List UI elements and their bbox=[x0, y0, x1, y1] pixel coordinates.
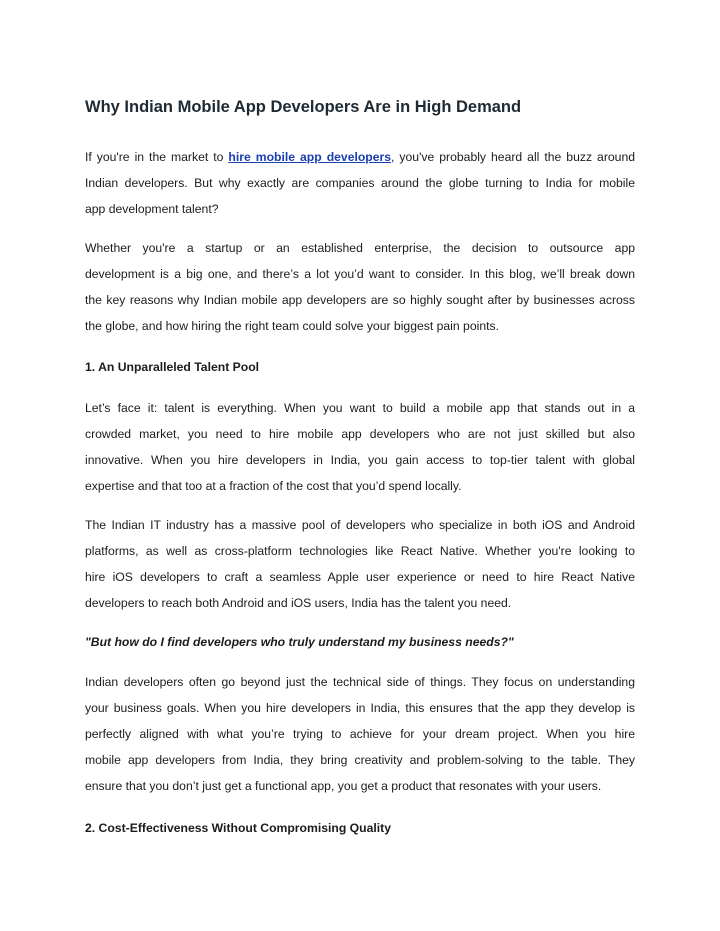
intro-line-2: Indian developers. But why exactly are companies around the globe turning to India for mobile bbox=[85, 176, 635, 190]
it-industry-paragraph bbox=[85, 512, 635, 616]
paragraph-line: hire iOS developers to craft a seamless Apple user experience or need to hire React Native bbox=[85, 570, 635, 584]
pull-quote: "But how do I find developers who truly understand my business needs?" bbox=[85, 635, 514, 649]
paragraph-line: expertise and that too at a fraction of the cost that you’d spend locally. bbox=[85, 479, 462, 493]
paragraph-line: the globe, and how hiring the right team could solve your biggest pain points. bbox=[85, 319, 499, 333]
section-heading-cost-effectiveness: 2. Cost-Effectiveness Without Compromising Quality bbox=[85, 821, 391, 835]
intro-line-3: app development talent? bbox=[85, 202, 219, 216]
paragraph-line: crowded market, you need to hire mobile app developers who are not just skilled but also bbox=[85, 427, 635, 441]
intro-line-1 bbox=[85, 144, 635, 170]
paragraph-line: innovative. When you hire developers in India, you gain access to top-tier talent with global bbox=[85, 453, 635, 467]
paragraph-line: The Indian IT industry has a massive pool of developers who specialize in both iOS and Android bbox=[85, 518, 635, 532]
intro-text-before-link: If you're in the market to bbox=[85, 150, 229, 164]
paragraph-line: platforms, as well as cross-platform technologies like React Native. Whether you're looking to bbox=[85, 544, 635, 558]
paragraph-line: developers to reach both Android and iOS users, India has the talent you need. bbox=[85, 596, 512, 610]
paragraph-line: Whether you're a startup or an established enterprise, the decision to outsource app bbox=[85, 241, 635, 255]
paragraph-line: mobile app developers from India, they bring creativity and problem-solving to the table. They bbox=[85, 753, 635, 767]
outsource-paragraph bbox=[85, 235, 635, 339]
paragraph-line: Indian developers often go beyond just the technical side of things. They focus on understanding bbox=[85, 675, 635, 689]
intro-text-after-link: , you've probably heard all the buzz around bbox=[391, 150, 635, 164]
business-goals-paragraph bbox=[85, 669, 635, 799]
paragraph-line: your business goals. When you hire developers in India, this ensures that the app they develop is bbox=[85, 701, 635, 715]
paragraph-line: Let’s face it: talent is everything. When you want to build a mobile app that stands out in a bbox=[85, 401, 635, 415]
hire-mobile-app-developers-link[interactable]: hire mobile app developers bbox=[228, 150, 392, 164]
paragraph-line: perfectly aligned with what you’re trying to achieve for your dream project. When you hire bbox=[85, 727, 635, 741]
paragraph-line: the key reasons why Indian mobile app developers are so highly sought after by businesses across bbox=[85, 293, 635, 307]
section-heading-talent-pool: 1. An Unparalleled Talent Pool bbox=[85, 360, 260, 374]
paragraph-line: ensure that you don’t just get a functional app, you get a product that resonates with your users. bbox=[85, 779, 602, 793]
intro-paragraph bbox=[85, 144, 635, 222]
talent-paragraph bbox=[85, 395, 635, 499]
paragraph-line: development is a big one, and there’s a lot you’d want to consider. In this blog, we’ll break down bbox=[85, 267, 635, 281]
page-title: Why Indian Mobile App Developers Are in High Demand bbox=[85, 98, 522, 116]
